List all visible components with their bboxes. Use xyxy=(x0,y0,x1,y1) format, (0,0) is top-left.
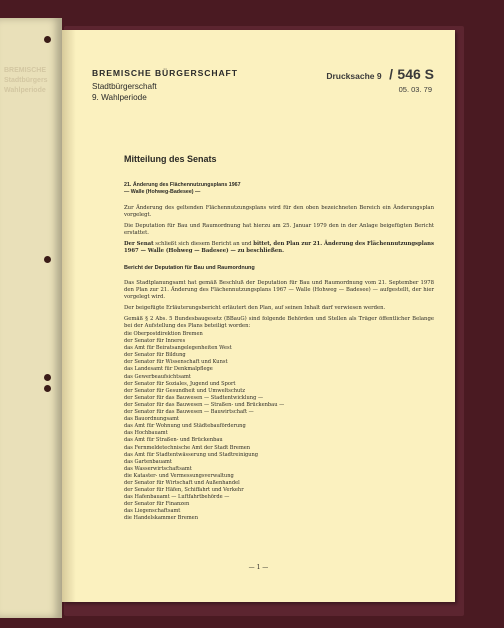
list-item: das Amt für Wohnung und Städtebauförderung xyxy=(124,423,246,430)
list-item: das Gewerbeaufsichtsamt xyxy=(124,373,191,380)
page-gutter-shadow xyxy=(62,30,76,602)
document-title: Mitteilung des Senats xyxy=(124,154,217,164)
list-item: der Senator für Inneres xyxy=(124,338,186,345)
list-item: der Senator für Wissenschaft und Kunst xyxy=(124,359,228,366)
list-item: die Handelskammer Bremen xyxy=(124,515,198,522)
list-item: das Wasserwirtschaftsamt xyxy=(124,465,192,472)
list-item: das Amt für Stadtentwässerung und Stadtreinigung xyxy=(124,451,259,458)
subject-line-1: 21. Änderung des Flächennutzungsplans 1967 xyxy=(124,182,241,188)
list-item: der Senator für das Bauwesen — Straßen- und Brückenbau — xyxy=(124,401,285,408)
previous-page-edge xyxy=(0,18,62,618)
binder-hole xyxy=(44,385,51,392)
list-item: der Senator für Bildung xyxy=(124,352,186,359)
page-number: — 1 — xyxy=(248,564,269,571)
legislative-period: 9. Wahlperiode xyxy=(92,93,147,102)
senate-request-paragraph xyxy=(124,241,434,255)
list-item: das Amt für Straßen- und Brückenbau xyxy=(124,437,223,444)
senate-request: bittet, den Plan zur 21. Änderung des Flächennutzungsplans 1967 — Walle (Hohweg — Badesee) — zu beschließen. xyxy=(124,241,434,254)
report-heading: Bericht der Deputation für Bau und Raumordnung xyxy=(124,265,255,271)
list-item: das Liegenschaftsamt xyxy=(124,508,181,515)
ghost-line: BREMISCHE xyxy=(4,67,47,74)
senate-label: Der Senat xyxy=(124,241,154,247)
senate-text: schließt sich diesem Bericht an und xyxy=(153,241,254,247)
list-item: das Hafenbauamt — Luftfahrtbehörde — xyxy=(124,494,230,501)
report-paragraph: Das Stadtplanungsamt hat gemäß Beschluß der Deputation für Bau und Raumordnung vom 21. September 1978 den Plan zur 21. Änderung des Flächennutzungsplans 1967 — Walle (Hohweg — Badesee) — aufgestellt, der hier vorgelegt wird. xyxy=(124,280,434,300)
binder-hole xyxy=(44,36,51,43)
drucksache-slash: / xyxy=(389,66,393,82)
document-body xyxy=(124,182,434,523)
list-item: das Gartenbauamt xyxy=(124,458,172,465)
drucksache-number: 546 S xyxy=(397,66,434,82)
intro-paragraph: Die Deputation für Bau und Raumordnung hat hierzu am 25. Januar 1979 den in der Anlage beigefügten Bericht erstattet. xyxy=(124,223,434,236)
bleed-through-text xyxy=(4,66,60,96)
list-item: der Senator für Häfen, Schiffahrt und Verkehr xyxy=(124,487,244,494)
org-name: BREMISCHE BÜRGERSCHAFT xyxy=(92,68,238,78)
drucksache-block xyxy=(302,66,434,94)
list-item: die Kataster- und Vermessungsverwaltung xyxy=(124,472,234,479)
list-item: der Senator für das Bauwesen — Bauwirtschaft — xyxy=(124,409,254,416)
document-page xyxy=(62,30,455,602)
list-item: das Landesamt für Denkmalpflege xyxy=(124,366,213,373)
list-item: der Senator für Soziales, Jugend und Sport xyxy=(124,380,236,387)
document-date: 05. 03. 79 xyxy=(398,85,432,94)
subject-line-2: — Walle (Hohweg-Badesee) — xyxy=(124,189,201,195)
list-item: das Hochbauamt xyxy=(124,430,168,437)
recipient-list xyxy=(124,331,434,523)
binder-hole xyxy=(44,256,51,263)
list-item: die Oberpostdirektion Bremen xyxy=(124,331,203,337)
list-item: der Senator für Wirtschaft und Außenhandel xyxy=(124,479,240,486)
ghost-line: Stadtbürgers xyxy=(4,77,48,84)
binder-hole xyxy=(44,374,51,381)
letterhead xyxy=(92,68,238,103)
intro-paragraph: Zur Änderung des geltenden Flächennutzungsplans wird für den oben bezeichneten Bereich ein Änderungsplan vorgelegt. xyxy=(124,205,434,218)
drucksache-label: Drucksache 9 xyxy=(326,71,382,81)
parliament-name: Stadtbürgerschaft xyxy=(92,82,157,91)
list-item: das Fernmeldetechnische Amt der Stadt Bremen xyxy=(124,444,251,451)
list-item: der Senator für Gesundheit und Umweltschutz xyxy=(124,387,246,394)
report-paragraph: Der beigefügte Erläuterungsbericht erläutert den Plan, auf seinen Inhalt darf verwiesen werden. xyxy=(124,305,386,311)
list-item: das Bauordnungsamt xyxy=(124,416,179,423)
ghost-line: Wahlperiode xyxy=(4,87,46,94)
list-item: der Senator für das Bauwesen — Stadtentwicklung — xyxy=(124,394,264,401)
list-item: das Amt für Beiratsangelegenheiten West xyxy=(124,345,232,352)
report-paragraph: Gemäß § 2 Abs. 5 Bundesbaugesetz (BBauG) sind folgende Behörden und Stellen als Träger öffentlicher Belange bei der Aufstellung des Plans beteiligt worden: xyxy=(124,316,434,329)
list-item: der Senator für Finanzen xyxy=(124,501,190,508)
